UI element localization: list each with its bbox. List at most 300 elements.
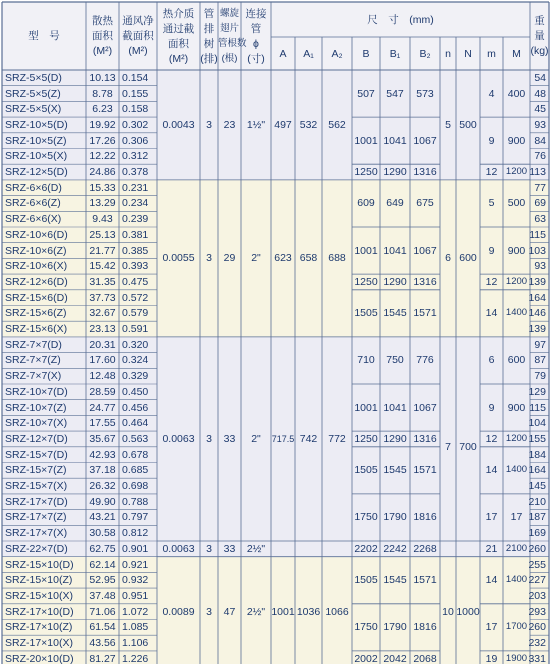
cell-model: SRZ-10×7(X) xyxy=(5,417,68,430)
cell-big-n: 700 xyxy=(459,440,477,453)
cell-b: 507 xyxy=(357,87,375,100)
header-dim-column: A₁ xyxy=(303,47,314,60)
cell-model: SRZ-12×6(D) xyxy=(5,275,68,288)
header-connecting-pipe: (寸) xyxy=(247,52,265,65)
cell-group-a: 497 xyxy=(274,118,292,131)
cell-big-m: 17 xyxy=(510,511,523,524)
cell-heat-area: 17.55 xyxy=(89,417,116,430)
cell-model: SRZ-5×5(D) xyxy=(5,71,62,84)
cell-group-a: 1001 xyxy=(271,605,295,618)
cell-b1: 1545 xyxy=(383,464,407,477)
cell-b1: 1041 xyxy=(383,401,407,414)
cell-b2: 2068 xyxy=(413,652,437,665)
cell-big-m: 1400 xyxy=(505,307,528,319)
cell-heat-area: 17.60 xyxy=(89,354,116,367)
cell-n: 5 xyxy=(445,118,451,131)
cell-model: SRZ-17×10(X) xyxy=(5,637,73,650)
cell-vent-area: 1.085 xyxy=(122,621,149,634)
cell-vent-area: 0.378 xyxy=(122,166,149,179)
cell-heat-area: 12.22 xyxy=(89,150,116,163)
cell-n: 10 xyxy=(442,605,454,618)
cell-model: SRZ-10×6(Z) xyxy=(5,244,67,257)
header-tube-rows: 排 xyxy=(203,22,215,35)
cell-vent-area: 0.788 xyxy=(122,495,149,508)
cell-heat-area: 6.23 xyxy=(92,103,113,116)
header-fin-count: 翅片 xyxy=(219,22,239,34)
cell-weight: 145 xyxy=(528,480,546,493)
cell-b: 2202 xyxy=(354,542,378,555)
cell-b1: 1290 xyxy=(383,166,407,179)
cell-vent-area: 0.812 xyxy=(122,527,149,540)
cell-group-rows: 3 xyxy=(206,252,212,265)
cell-weight: 232 xyxy=(528,637,546,650)
cell-b: 1250 xyxy=(354,275,378,288)
cell-heat-area: 28.59 xyxy=(89,385,116,398)
cell-heat-area: 9.43 xyxy=(92,213,113,226)
cell-group-a1: 658 xyxy=(299,252,318,265)
cell-weight: 79 xyxy=(534,370,546,383)
header-heat-area: 散热 xyxy=(92,15,113,27)
cell-b: 1001 xyxy=(354,134,378,147)
cell-model: SRZ-5×5(X) xyxy=(5,103,62,116)
cell-group-medium_area: 0.0063 xyxy=(162,542,195,555)
cell-vent-area: 0.698 xyxy=(122,480,149,493)
cell-group-medium_area: 0.0055 xyxy=(162,252,195,265)
cell-m: 9 xyxy=(488,401,495,414)
cell-heat-area: 62.75 xyxy=(89,542,116,555)
header-fin-count: 管根数 xyxy=(218,37,247,49)
cell-model: SRZ-15×10(D) xyxy=(5,558,74,571)
cell-model: SRZ-15×7(X) xyxy=(5,480,68,493)
cell-b1: 1790 xyxy=(383,621,407,634)
cell-heat-area: 43.21 xyxy=(89,511,116,524)
cell-model: SRZ-17×10(Z) xyxy=(5,621,73,634)
cell-b2: 1316 xyxy=(413,166,437,179)
cell-weight: 76 xyxy=(534,150,546,163)
cell-group-pipe: 1½" xyxy=(246,118,266,131)
cell-group-rows: 3 xyxy=(206,118,212,131)
cell-vent-area: 1.226 xyxy=(122,652,149,665)
cell-m: 12 xyxy=(485,432,498,445)
cell-b: 1750 xyxy=(354,621,378,634)
cell-heat-area: 62.14 xyxy=(89,558,116,571)
cell-vent-area: 0.234 xyxy=(122,197,149,210)
cell-vent-area: 0.450 xyxy=(122,385,149,398)
cell-model: SRZ-6×6(D) xyxy=(5,181,62,194)
cell-heat-area: 42.93 xyxy=(89,448,116,461)
cell-weight: 164 xyxy=(528,291,546,304)
cell-big-m: 600 xyxy=(507,354,526,367)
cell-vent-area: 0.302 xyxy=(122,118,149,131)
cell-weight: 184 xyxy=(528,448,546,461)
cell-big-m: 1200 xyxy=(505,166,528,178)
cell-model: SRZ-10×7(D) xyxy=(5,385,68,398)
cell-group-pipe: 2" xyxy=(251,432,261,445)
cell-weight: 164 xyxy=(528,464,546,477)
cell-b: 1505 xyxy=(354,307,378,320)
cell-heat-area: 20.31 xyxy=(89,338,116,351)
header-tube-rows: 管 xyxy=(203,7,215,20)
cell-group-rows: 3 xyxy=(206,542,212,555)
cell-b2: 1316 xyxy=(413,275,437,288)
cell-model: SRZ-15×7(Z) xyxy=(5,464,67,477)
cell-vent-area: 0.155 xyxy=(122,87,149,100)
cell-vent-area: 0.329 xyxy=(122,370,149,383)
cell-vent-area: 0.921 xyxy=(122,558,149,571)
cell-vent-area: 0.306 xyxy=(122,134,149,147)
cell-group-fins: 29 xyxy=(223,252,236,265)
cell-heat-area: 30.58 xyxy=(89,527,116,540)
cell-m: 12 xyxy=(485,275,498,288)
cell-model: SRZ-10×6(X) xyxy=(5,260,68,273)
cell-weight: 97 xyxy=(534,338,546,351)
header-connecting-pipe: 管 xyxy=(250,22,262,35)
cell-heat-area: 61.54 xyxy=(89,621,116,634)
cell-b: 1001 xyxy=(354,401,378,414)
cell-heat-area: 19.92 xyxy=(89,118,116,131)
cell-m: 5 xyxy=(488,197,495,210)
header-weight: 量 xyxy=(534,30,545,42)
cell-b: 609 xyxy=(357,197,375,210)
cell-b2: 776 xyxy=(416,354,434,367)
cell-heat-area: 25.13 xyxy=(89,228,116,241)
cell-b1: 1290 xyxy=(383,432,407,445)
cell-weight: 169 xyxy=(528,527,546,540)
cell-b2: 1067 xyxy=(413,401,437,414)
cell-b: 1250 xyxy=(354,166,378,179)
cell-model: SRZ-10×6(D) xyxy=(5,228,68,241)
cell-model: SRZ-7×7(X) xyxy=(5,370,62,383)
cell-m: 19 xyxy=(485,652,498,665)
cell-vent-area: 0.591 xyxy=(122,323,149,336)
cell-heat-area: 12.48 xyxy=(89,370,116,383)
cell-heat-area: 23.13 xyxy=(89,323,116,336)
cell-vent-area: 0.312 xyxy=(122,150,149,163)
cell-b2: 1571 xyxy=(413,464,437,477)
cell-vent-area: 0.932 xyxy=(122,574,149,587)
cell-heat-area: 71.06 xyxy=(89,605,116,618)
cell-group-pipe: 2" xyxy=(251,252,261,265)
header-medium-area: (M²) xyxy=(168,52,189,65)
cell-b1: 649 xyxy=(386,197,404,210)
cell-b1: 750 xyxy=(386,354,404,367)
cell-vent-area: 0.678 xyxy=(122,448,149,461)
cell-group-medium_area: 0.0043 xyxy=(162,118,195,131)
cell-heat-area: 17.26 xyxy=(89,134,116,147)
header-fin-count: (根) xyxy=(221,52,238,64)
cell-vent-area: 0.393 xyxy=(122,260,149,273)
header-weight: 重 xyxy=(534,15,545,27)
cell-weight: 69 xyxy=(534,197,546,210)
cell-big-m: 1900 xyxy=(505,652,528,664)
header-dim-column: n xyxy=(445,47,451,60)
cell-weight: 104 xyxy=(528,417,546,430)
cell-vent-area: 0.320 xyxy=(122,338,149,351)
cell-b1: 2242 xyxy=(383,542,407,555)
cell-m: 9 xyxy=(488,244,495,257)
header-vent-area: 通风净 xyxy=(122,15,154,27)
cell-big-m: 500 xyxy=(507,197,526,210)
cell-m: 12 xyxy=(485,166,498,179)
cell-b2: 1571 xyxy=(413,574,437,587)
cell-group-fins: 47 xyxy=(223,605,236,618)
cell-big-m: 900 xyxy=(507,134,526,147)
cell-big-m: 1200 xyxy=(505,432,528,444)
cell-group-fins: 33 xyxy=(223,432,236,445)
header-dim-column: B xyxy=(362,47,370,60)
cell-m: 14 xyxy=(485,307,498,320)
cell-model: SRZ-10×5(D) xyxy=(5,118,68,131)
cell-model: SRZ-15×6(D) xyxy=(5,291,68,304)
cell-group-a2: 1066 xyxy=(325,605,349,618)
header-dim-column: B₁ xyxy=(389,47,401,60)
cell-vent-area: 0.685 xyxy=(122,464,149,477)
cell-heat-area: 24.77 xyxy=(89,401,116,414)
cell-heat-area: 32.67 xyxy=(89,307,116,320)
cell-b1: 1545 xyxy=(383,574,407,587)
cell-heat-area: 15.33 xyxy=(89,181,116,194)
cell-weight: 103 xyxy=(528,244,546,257)
header-heat-area: (M²) xyxy=(92,45,113,57)
cell-group-rows: 3 xyxy=(206,605,212,618)
cell-big-m: 400 xyxy=(507,87,526,100)
cell-weight: 115 xyxy=(529,401,546,414)
cell-group-medium_area: 0.0089 xyxy=(162,605,195,618)
cell-heat-area: 8.78 xyxy=(92,87,113,100)
cell-vent-area: 0.231 xyxy=(122,181,149,194)
cell-weight: 54 xyxy=(534,71,546,84)
cell-model: SRZ-10×5(X) xyxy=(5,150,68,163)
cell-b2: 1067 xyxy=(413,244,437,257)
cell-m: 6 xyxy=(488,354,495,367)
header-heat-area: 面积 xyxy=(92,30,113,42)
cell-big-m: 900 xyxy=(507,401,526,414)
header-weight: (kg) xyxy=(530,45,549,57)
header-connecting-pipe: ϕ xyxy=(253,37,259,50)
cell-big-m: 1400 xyxy=(505,574,528,586)
header-connecting-pipe: 连接 xyxy=(245,7,267,20)
cell-heat-area: 52.95 xyxy=(89,574,116,587)
header-dimensions: 尺 寸 (mm) xyxy=(367,13,434,26)
cell-model: SRZ-10×5(Z) xyxy=(5,134,67,147)
cell-heat-area: 37.48 xyxy=(89,589,116,602)
header-medium-area: 热介质 xyxy=(162,7,195,20)
header-dim-column: M xyxy=(512,47,521,60)
cell-b1: 1790 xyxy=(383,511,407,524)
cell-b1: 547 xyxy=(386,87,404,100)
cell-weight: 293 xyxy=(528,605,546,618)
cell-vent-area: 0.456 xyxy=(122,401,149,414)
cell-m: 14 xyxy=(485,464,498,477)
cell-weight: 113 xyxy=(529,166,546,179)
cell-b1: 1041 xyxy=(383,244,407,257)
cell-heat-area: 49.90 xyxy=(89,495,116,508)
cell-weight: 260 xyxy=(528,542,546,555)
cell-vent-area: 0.239 xyxy=(122,213,149,226)
cell-group-a1: 532 xyxy=(299,118,318,131)
cell-weight: 93 xyxy=(534,118,546,131)
cell-model: SRZ-15×7(D) xyxy=(5,448,68,461)
cell-b: 710 xyxy=(357,354,375,367)
cell-weight: 155 xyxy=(528,432,546,445)
cell-m: 9 xyxy=(488,134,495,147)
cell-weight: 139 xyxy=(528,323,546,336)
cell-heat-area: 31.35 xyxy=(89,275,116,288)
cell-weight: 139 xyxy=(528,275,546,288)
cell-vent-area: 0.158 xyxy=(122,103,149,116)
cell-group-fins: 23 xyxy=(223,118,236,131)
cell-vent-area: 0.579 xyxy=(122,307,149,320)
cell-model: SRZ-6×6(Z) xyxy=(5,197,61,210)
cell-heat-area: 26.32 xyxy=(89,480,116,493)
cell-model: SRZ-17×7(Z) xyxy=(5,511,67,524)
cell-heat-area: 13.29 xyxy=(89,197,116,210)
cell-vent-area: 0.324 xyxy=(122,354,149,367)
cell-model: SRZ-22×7(D) xyxy=(5,542,68,555)
cell-vent-area: 0.154 xyxy=(122,71,149,84)
cell-vent-area: 1.072 xyxy=(122,605,149,618)
cell-b: 1505 xyxy=(354,464,378,477)
cell-vent-area: 0.475 xyxy=(122,275,149,288)
cell-model: SRZ-15×10(Z) xyxy=(5,574,73,587)
cell-b2: 1571 xyxy=(413,307,437,320)
header-dim-column: B₂ xyxy=(419,47,431,60)
cell-weight: 129 xyxy=(528,385,546,398)
cell-b2: 1816 xyxy=(413,621,437,634)
cell-model: SRZ-7×7(D) xyxy=(5,338,62,351)
cell-m: 14 xyxy=(485,574,498,587)
cell-model: SRZ-12×7(D) xyxy=(5,432,68,445)
header-dim-column: N xyxy=(464,47,472,60)
cell-vent-area: 0.951 xyxy=(122,589,149,602)
cell-weight: 77 xyxy=(534,181,546,194)
cell-group-pipe: 2½" xyxy=(246,542,266,555)
header-dim-column: m xyxy=(487,47,496,60)
cell-n: 6 xyxy=(445,252,451,265)
header-model: 型 号 xyxy=(28,30,60,42)
cell-weight: 63 xyxy=(534,213,546,226)
cell-heat-area: 81.27 xyxy=(89,652,116,665)
cell-vent-area: 0.901 xyxy=(122,542,149,555)
cell-model: SRZ-10×7(Z) xyxy=(5,401,67,414)
cell-big-m: 900 xyxy=(507,244,526,257)
cell-group-a2: 562 xyxy=(328,118,346,131)
cell-big-n: 500 xyxy=(459,118,477,131)
cell-b: 1750 xyxy=(354,511,378,524)
cell-b1: 1545 xyxy=(383,307,407,320)
cell-big-m: 1400 xyxy=(505,464,528,476)
cell-group-a: 717.5 xyxy=(271,433,295,444)
cell-big-m: 2100 xyxy=(505,542,528,554)
cell-b1: 2042 xyxy=(383,652,407,665)
cell-weight: 331 xyxy=(528,652,546,665)
cell-big-n: 600 xyxy=(459,252,477,265)
header-dim-column: A₂ xyxy=(331,47,343,60)
cell-weight: 45 xyxy=(534,103,546,116)
cell-b: 1250 xyxy=(354,432,378,445)
cell-weight: 203 xyxy=(528,589,546,602)
cell-vent-area: 0.385 xyxy=(122,244,149,257)
cell-model: SRZ-17×7(X) xyxy=(5,527,68,540)
cell-group-a1: 1036 xyxy=(296,605,321,618)
cell-b2: 675 xyxy=(416,197,434,210)
cell-weight: 260 xyxy=(528,621,546,634)
cell-heat-area: 10.13 xyxy=(89,71,116,84)
cell-group-a2: 772 xyxy=(328,432,346,445)
cell-b1: 1290 xyxy=(383,275,407,288)
cell-model: SRZ-7×7(Z) xyxy=(5,354,61,367)
header-medium-area: 面积 xyxy=(168,37,189,50)
cell-big-m: 1700 xyxy=(505,621,528,633)
cell-weight: 93 xyxy=(534,260,546,273)
cell-b: 1001 xyxy=(354,244,378,257)
cell-heat-area: 35.67 xyxy=(89,432,116,445)
cell-heat-area: 21.77 xyxy=(89,244,116,257)
cell-group-fins: 33 xyxy=(223,542,236,555)
cell-b: 1505 xyxy=(354,574,378,587)
header-dim-column: A xyxy=(279,47,287,60)
cell-weight: 187 xyxy=(528,511,546,524)
cell-m: 21 xyxy=(485,542,498,555)
cell-vent-area: 0.563 xyxy=(122,432,149,445)
cell-model: SRZ-15×6(X) xyxy=(5,323,68,336)
cell-big-n: 1000 xyxy=(456,605,480,618)
cell-heat-area: 43.56 xyxy=(89,637,116,650)
cell-m: 17 xyxy=(485,511,498,524)
cell-model: SRZ-12×5(D) xyxy=(5,166,68,179)
cell-heat-area: 15.42 xyxy=(89,260,116,273)
cell-weight: 115 xyxy=(529,228,546,241)
header-tube-rows: 树 xyxy=(203,37,215,50)
header-vent-area: 截面积 xyxy=(122,30,154,42)
cell-vent-area: 0.464 xyxy=(122,417,149,430)
header-medium-area: 通过截 xyxy=(162,22,195,35)
cell-b2: 1816 xyxy=(413,511,437,524)
cell-heat-area: 24.86 xyxy=(89,166,116,179)
cell-model: SRZ-5×5(Z) xyxy=(5,87,61,100)
cell-b2: 2268 xyxy=(413,542,437,555)
cell-n: 7 xyxy=(445,440,451,453)
cell-group-rows: 3 xyxy=(206,432,212,445)
cell-model: SRZ-15×10(X) xyxy=(5,589,73,602)
cell-group-pipe: 2½" xyxy=(246,605,266,618)
header-fin-count: 螺旋 xyxy=(219,7,239,19)
cell-weight: 84 xyxy=(534,134,546,147)
cell-b1: 1041 xyxy=(383,134,407,147)
cell-weight: 146 xyxy=(528,307,546,320)
header-tube-rows: (排) xyxy=(200,52,218,65)
cell-group-a1: 742 xyxy=(299,432,318,445)
cell-model: SRZ-17×7(D) xyxy=(5,495,68,508)
cell-group-a2: 688 xyxy=(328,252,346,265)
cell-b2: 1067 xyxy=(413,134,437,147)
cell-vent-area: 0.572 xyxy=(122,291,149,304)
cell-b: 2002 xyxy=(354,652,378,665)
cell-vent-area: 0.381 xyxy=(122,228,149,241)
cell-model: SRZ-17×10(D) xyxy=(5,605,74,618)
cell-weight: 227 xyxy=(528,574,546,587)
cell-b2: 1316 xyxy=(413,432,437,445)
cell-heat-area: 37.73 xyxy=(89,291,116,304)
cell-heat-area: 37.18 xyxy=(89,464,116,477)
cell-vent-area: 0.797 xyxy=(122,511,149,524)
cell-model: SRZ-6×6(X) xyxy=(5,213,62,226)
cell-weight: 255 xyxy=(528,558,546,571)
cell-m: 17 xyxy=(485,621,498,634)
header-vent-area: (M²) xyxy=(128,45,148,57)
cell-group-medium_area: 0.0063 xyxy=(162,432,195,445)
cell-big-m: 1200 xyxy=(505,275,528,287)
